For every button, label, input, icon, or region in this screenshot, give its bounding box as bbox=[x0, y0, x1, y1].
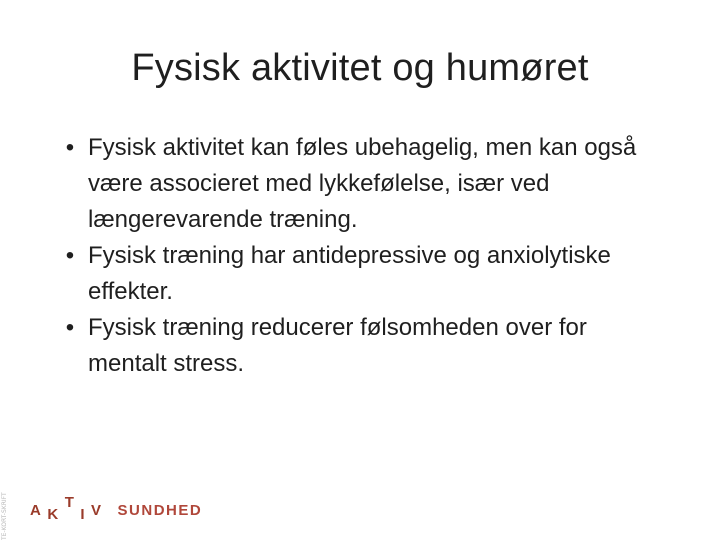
logo-letter: T bbox=[64, 494, 75, 511]
aktiv-sundhed-logo bbox=[30, 494, 203, 536]
bullet-item bbox=[56, 130, 656, 238]
bullet-marker: • bbox=[65, 314, 75, 341]
logo-letter: V bbox=[91, 502, 102, 519]
slide-title: Fysisk aktivitet og humøret bbox=[131, 47, 589, 89]
logo-word: SUNDHED bbox=[117, 502, 203, 519]
bullet-text: Fysisk træning har antidepressive og anxiolytiske effekter. bbox=[88, 242, 611, 305]
side-note: TE-KORT-SKRIFT bbox=[1, 492, 8, 540]
bullet-list bbox=[56, 130, 656, 382]
bullet-marker: • bbox=[65, 242, 75, 269]
bullet-text: Fysisk aktivitet kan føles ubehagelig, men kan også være associeret med lykkefølelse, især ved længerevarende træning. bbox=[88, 134, 637, 233]
logo-letter: K bbox=[47, 506, 59, 523]
logo-letter: A bbox=[30, 502, 42, 519]
bullet-item bbox=[56, 310, 656, 382]
bullet-marker: • bbox=[65, 134, 75, 161]
bullet-item bbox=[56, 238, 656, 310]
logo-letter: I bbox=[80, 506, 86, 523]
bullet-text: Fysisk træning reducerer følsomheden over for mentalt stress. bbox=[88, 314, 587, 377]
